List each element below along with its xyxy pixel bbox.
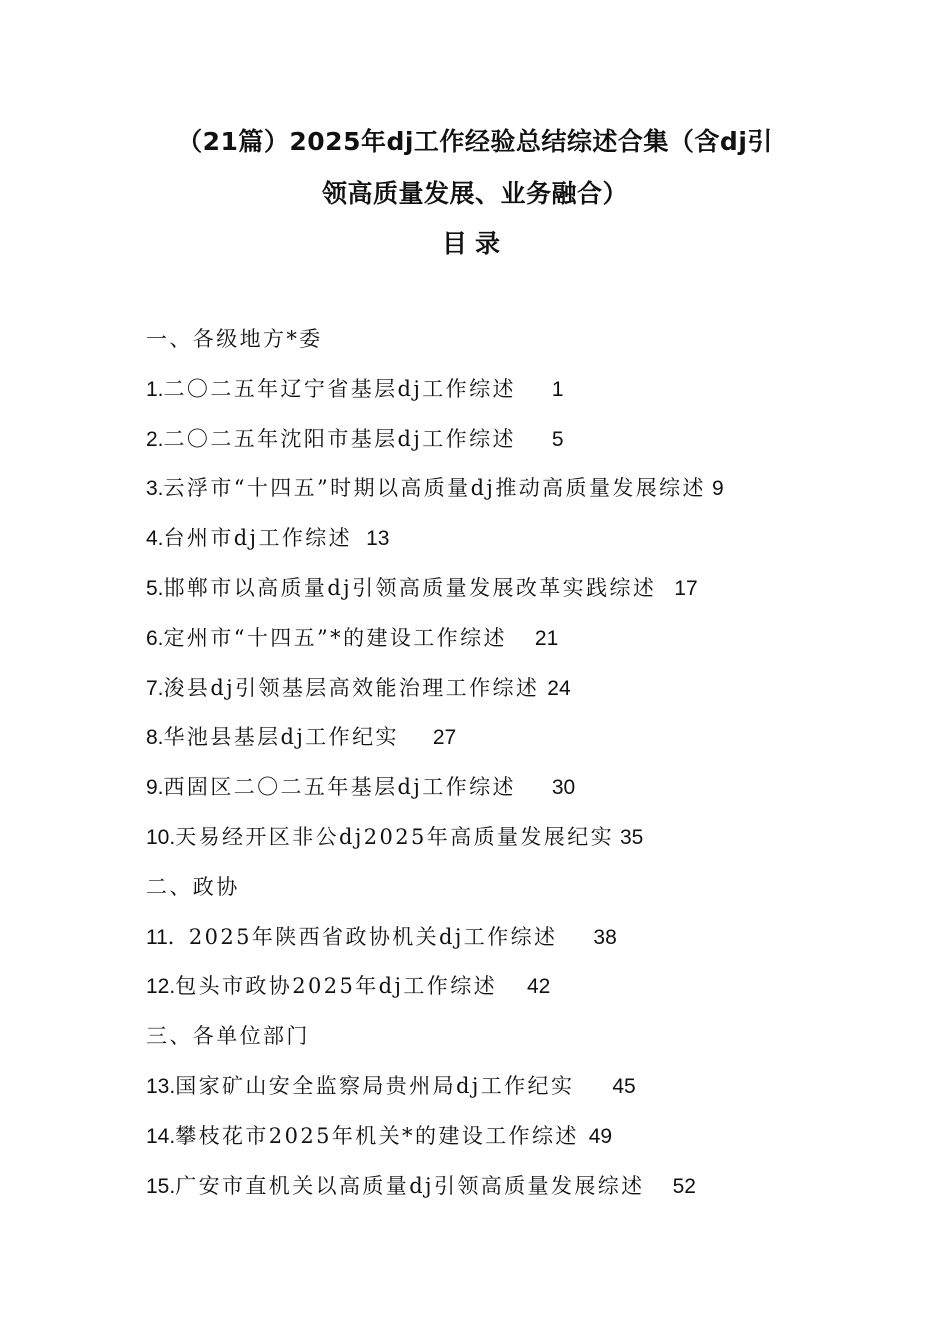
toc-entry-number: 15. — [146, 1174, 176, 1198]
toc-entry-page-number: 5 — [551, 427, 564, 451]
toc-entry-page-number: 35 — [620, 825, 644, 849]
toc-section-heading — [146, 1019, 724, 1069]
toc-entry-page-number: 30 — [551, 776, 576, 800]
toc-entry-page-number: 17 — [674, 576, 698, 600]
toc-entry-page-number: 52 — [672, 1174, 696, 1198]
toc-entry — [146, 621, 724, 671]
toc-entry-page-number: 49 — [588, 1124, 613, 1148]
toc-entry-page-number: 38 — [593, 925, 617, 949]
toc-entry-title: 邯郸市以高质量dj引领高质量发展改革实践综述 — [163, 575, 657, 600]
toc-entry-number: 2. — [146, 427, 164, 451]
document-title-line-2: 领高质量发展、业务融合） — [321, 179, 628, 208]
toc-entry — [146, 671, 724, 721]
toc-entry — [146, 770, 724, 820]
toc-entry-page-number: 45 — [612, 1074, 636, 1098]
toc-entry-title: 攀枝花市2025年机关*的建设工作综述 — [175, 1123, 579, 1148]
toc-entry — [146, 422, 724, 472]
toc-entry-title: 二〇二五年辽宁省基层dj工作综述 — [163, 376, 516, 401]
toc-entry-number: 13. — [146, 1074, 176, 1098]
toc-entry — [146, 521, 724, 571]
toc-entry — [146, 471, 724, 521]
toc-entry-number: 3. — [146, 477, 164, 501]
toc-entry — [146, 820, 724, 870]
toc-entry-title: 国家矿山安全监察局贵州局dj工作纪实 — [175, 1073, 575, 1098]
toc-entry-number: 5. — [146, 576, 164, 600]
toc-entry — [146, 720, 724, 770]
toc-entry — [146, 1119, 724, 1169]
toc-section-text: 一、各级地方*委 — [146, 327, 323, 351]
toc-entry-number: 11． — [146, 925, 189, 949]
toc-entry-title: 西固区二〇二五年基层dj工作综述 — [163, 775, 516, 800]
toc-entry-page-number: 1 — [551, 377, 564, 401]
toc-entry-page-number: 9 — [711, 477, 724, 501]
toc-entry-page-number: 13 — [366, 527, 390, 551]
toc-entry-title: 云浮市“十四五”时期以高质量dj推动高质量发展综述 — [163, 476, 706, 501]
toc-entry-title: 二〇二五年沈阳市基层dj工作综述 — [163, 426, 516, 451]
toc-entry-number: 12. — [146, 975, 176, 999]
toc-section-text: 三、各单位部门 — [146, 1024, 310, 1049]
toc-entry — [146, 920, 724, 970]
toc-entry-page-number: 27 — [432, 726, 457, 750]
toc-entry-number: 4. — [146, 527, 164, 551]
toc-entry-number: 6. — [146, 626, 164, 650]
toc-entry-title: 天易经开区非公dj2025年高质量发展纪实 — [175, 824, 614, 849]
toc-section-heading — [146, 322, 724, 372]
toc-entry-number: 9. — [146, 776, 164, 800]
toc-entry-title: 广安市直机关以高质量dj引领高质量发展综述 — [175, 1173, 645, 1198]
toc-entry — [146, 372, 724, 422]
toc-entry-number: 8. — [146, 726, 164, 750]
toc-section-text: 二、政协 — [146, 874, 240, 899]
toc-entry-title: 2025年陕西省政协机关dj工作综述 — [188, 924, 558, 949]
table-of-contents — [146, 322, 724, 1218]
toc-entry-title: 华池县基层dj工作纪实 — [163, 725, 399, 750]
toc-entry-number: 10. — [146, 825, 176, 849]
toc-entry-title: 包头市政协2025年dj工作综述 — [175, 974, 497, 999]
toc-entry — [146, 571, 724, 621]
toc-section-heading — [146, 870, 724, 920]
toc-entry-number: 14. — [146, 1124, 176, 1148]
toc-entry-number: 7. — [146, 676, 164, 700]
toc-entry-number: 1. — [146, 377, 164, 401]
toc-entry-page-number: 21 — [534, 626, 559, 650]
toc-entry-title: 浚县dj引领基层高效能治理工作综述 — [163, 675, 540, 700]
toc-entry-title: 台州市dj工作综述 — [163, 526, 353, 551]
toc-entry — [146, 1169, 724, 1219]
toc-heading: 目录 — [441, 229, 508, 258]
toc-entry — [146, 1069, 724, 1119]
toc-entry-title: 定州市“十四五”*的建设工作综述 — [163, 625, 507, 650]
document-title-line-1: （21篇）2025年dj工作经验总结综述合集（含dj引 — [177, 127, 773, 156]
toc-entry — [146, 969, 724, 1019]
toc-entry-page-number: 42 — [527, 975, 551, 999]
toc-entry-page-number: 24 — [547, 676, 571, 700]
